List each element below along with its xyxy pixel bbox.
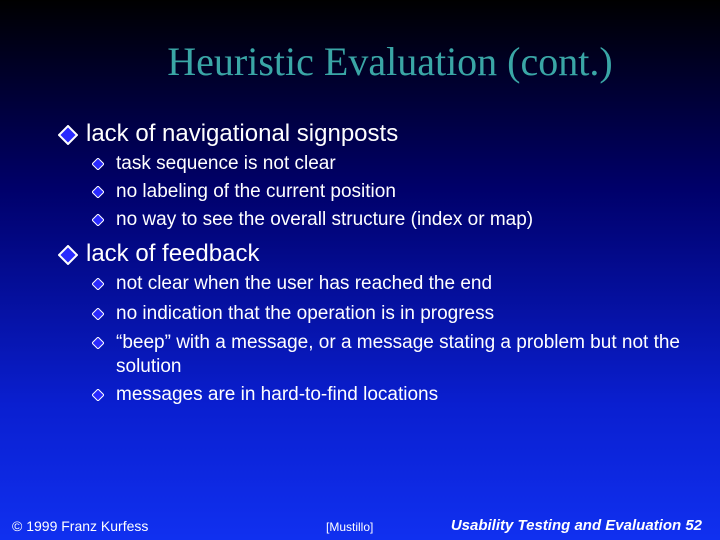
- bullet-text: lack of feedback: [86, 240, 260, 267]
- diamond-bullet-icon: [92, 337, 104, 349]
- footer-source: [Mustillo]: [326, 520, 374, 534]
- footer-course-page: Usability Testing and Evaluation 52: [450, 517, 702, 534]
- sub-bullet-text: no labeling of the current position: [116, 181, 396, 202]
- footer-copyright: © 1999 Franz Kurfess: [12, 518, 149, 534]
- diamond-bullet-icon: [58, 245, 78, 265]
- bullet-text: lack of navigational signposts: [86, 120, 399, 147]
- diamond-bullet-icon: [58, 125, 78, 145]
- sub-bullet-text: no way to see the overall structure (index or map): [116, 209, 534, 230]
- sub-bullet-text: “beep” with a message, or a message stating a problem but not the solution: [116, 332, 680, 377]
- diamond-bullet-icon: [92, 186, 104, 198]
- slide-title: Heuristic Evaluation (cont.): [167, 39, 613, 84]
- diamond-bullet-icon: [92, 214, 104, 226]
- sub-bullet-text: no indication that the operation is in progress: [116, 303, 495, 324]
- sub-bullet-text: task sequence is not clear: [116, 153, 336, 174]
- diamond-bullet-icon: [92, 389, 104, 401]
- sub-bullet-text: not clear when the user has reached the end: [116, 273, 493, 294]
- sub-bullet-text: messages are in hard-to-find locations: [116, 384, 439, 405]
- diamond-bullet-icon: [92, 308, 104, 320]
- diamond-bullet-icon: [92, 158, 104, 170]
- diamond-bullet-icon: [92, 278, 104, 290]
